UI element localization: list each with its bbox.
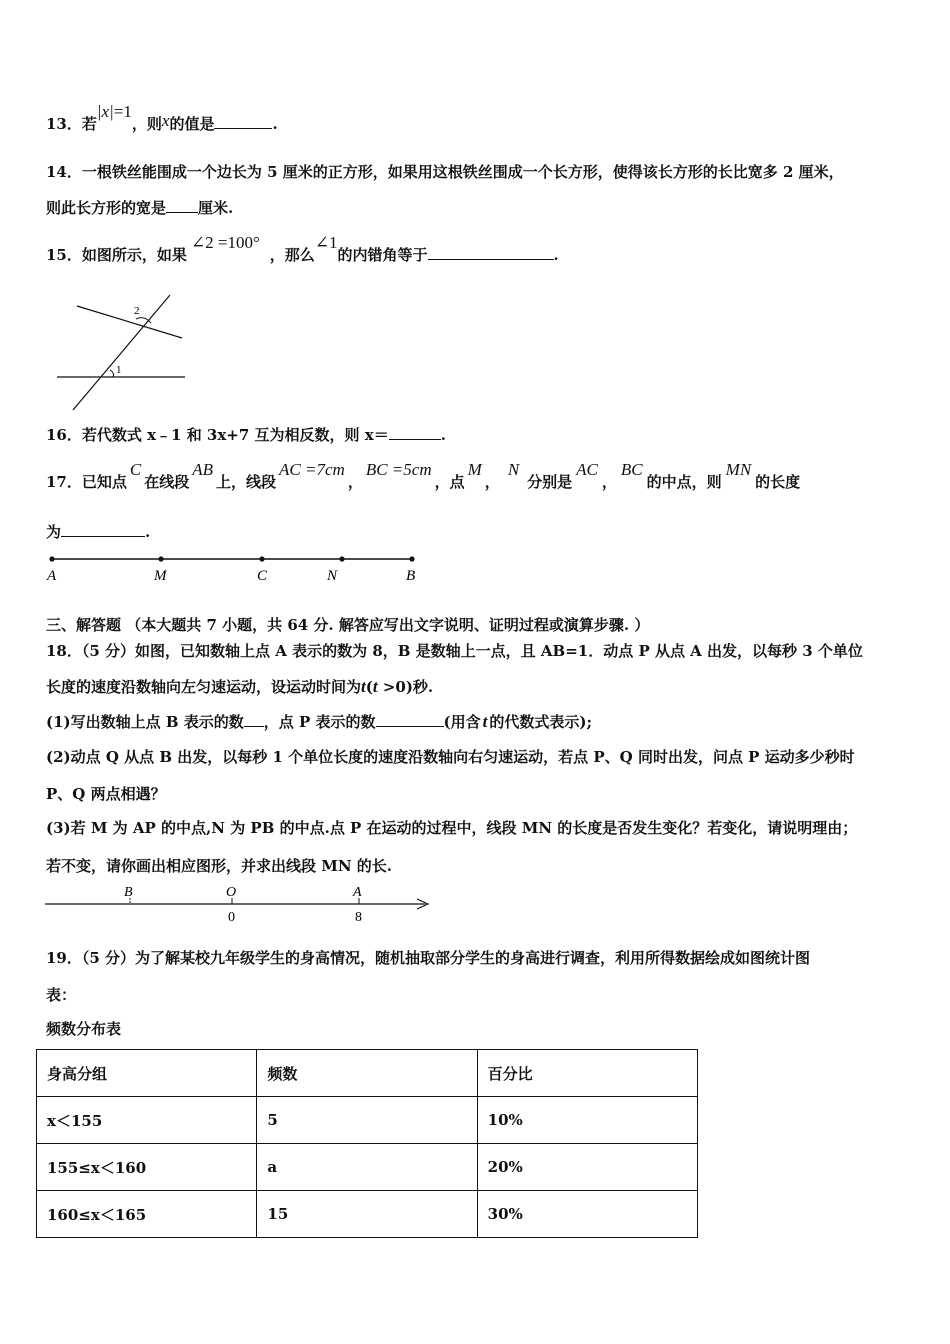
question-18-part2-line2: P、Q 两点相遇？ bbox=[46, 785, 166, 803]
q13-var: x bbox=[161, 111, 170, 130]
q17-t4: 分别是 bbox=[527, 473, 573, 491]
table-row bbox=[37, 1144, 698, 1191]
question-17-line2 bbox=[46, 522, 150, 542]
table-cell: 10% bbox=[477, 1097, 697, 1144]
q16-text: 16．若代数式 x﹣1 和 3x+7 互为相反数，则 x＝ bbox=[46, 426, 389, 444]
q18-label-zero: 0 bbox=[228, 910, 235, 925]
q13-number: 13．若 bbox=[46, 115, 97, 133]
question-19-line1: 19．（5 分）为了解某校九年级学生的身高情况，随机抽取部分学生的身高进行调查，利用所得数据绘成如图统计图 bbox=[46, 949, 811, 967]
q18-p1a: (1)写出数轴上点 B 表示的数 bbox=[46, 713, 244, 731]
q15-angle-2-arc bbox=[136, 318, 151, 323]
question-18-part3-line1: (3)若 M 为 AP 的中点,N 为 PB 的中点.点 P 在运动的过程中，线段 MN 的长度是否发生变化？若变化，请说明理由； bbox=[46, 819, 858, 837]
q18-p1b: ，点 P 表示的数 bbox=[263, 713, 376, 731]
q18-t2: t bbox=[372, 677, 378, 696]
question-19-line2: 表： bbox=[46, 986, 77, 1004]
q17-t6: 的长度 bbox=[755, 473, 801, 491]
frequency-table bbox=[36, 1049, 698, 1238]
q18-p1c: (用含 bbox=[443, 713, 481, 731]
q13-eq: =1 bbox=[113, 102, 132, 121]
table-cell: x＜155 bbox=[37, 1097, 257, 1144]
table-cell: 20% bbox=[477, 1144, 697, 1191]
q13-answer-blank[interactable] bbox=[214, 114, 272, 129]
q15-transversal bbox=[73, 295, 170, 410]
question-16 bbox=[46, 425, 446, 445]
q17-label-m: M bbox=[154, 568, 167, 584]
q18-number-line bbox=[40, 882, 440, 927]
q15-answer-blank[interactable] bbox=[428, 245, 554, 260]
q15-expr: ∠2 =100° bbox=[190, 233, 260, 252]
q18-line2b: ( bbox=[365, 678, 373, 696]
q13-tail: 的值是 bbox=[169, 115, 215, 133]
question-18-part2-line1: (2)动点 Q 从点 B 出发，以每秒 1 个单位长度的速度沿数轴向右匀速运动，若点 P、Q 同时出发，问点 P 运动多少秒时 bbox=[46, 748, 855, 766]
question-14-line1: 14．一根铁丝能围成一个边长为 5 厘米的正方形，如果用这根铁丝围成一个长方形，使得该长方形的长比宽多 2 厘米， bbox=[46, 163, 844, 181]
q17-t1: 在线段 bbox=[144, 473, 190, 491]
question-18-line2 bbox=[46, 677, 433, 697]
q15-tail: 的内错角等于 bbox=[337, 246, 428, 264]
q17-point-m bbox=[158, 556, 163, 561]
question-13 bbox=[46, 102, 278, 134]
q14-answer-blank[interactable] bbox=[166, 198, 198, 213]
q18-t: t bbox=[361, 677, 366, 696]
q18-p1-blank-b[interactable] bbox=[244, 712, 264, 727]
q17-point-a bbox=[49, 556, 54, 561]
question-15 bbox=[46, 233, 559, 265]
question-18-part1 bbox=[46, 712, 592, 732]
q18-p1d: 的代数式表示); bbox=[489, 713, 592, 731]
q17-BC: BC bbox=[620, 460, 643, 479]
q17-AC: AC bbox=[576, 460, 598, 479]
table-cell: 15 bbox=[257, 1191, 477, 1238]
section-3-heading: 三、解答题 （本大题共 7 小题，共 64 分. 解答应写出文字说明、证明过程或演算步骤. ） bbox=[46, 616, 650, 634]
q17-point-n bbox=[339, 556, 344, 561]
q16-answer-blank[interactable] bbox=[389, 425, 441, 440]
q17-answer-blank[interactable] bbox=[61, 522, 145, 537]
q17-label-a: A bbox=[47, 568, 57, 584]
q18-label-eight: 8 bbox=[355, 910, 362, 925]
header-frequency: 频数 bbox=[257, 1050, 477, 1097]
q18-label-b: B bbox=[124, 885, 133, 900]
q13-mid: ，则 bbox=[131, 115, 162, 133]
q17-point-b bbox=[409, 556, 414, 561]
q17-N: N bbox=[507, 460, 520, 479]
q17-label-c: C bbox=[257, 568, 268, 584]
q15-end: . bbox=[553, 246, 559, 264]
q17-t5: 的中点，则 bbox=[646, 473, 722, 491]
q15-angle-1-arc bbox=[110, 370, 114, 377]
q15-angle: ∠1 bbox=[314, 233, 338, 252]
q17-label-b: B bbox=[406, 568, 416, 584]
q17-AC-eq: AC =7cm bbox=[279, 460, 345, 479]
question-18-line1: 18．（5 分）如图，已知数轴上点 A 表示的数为 8，B 是数轴上一点，且 AB=1．动点 P 从点 A 出发，以每秒 3 个单位 bbox=[46, 642, 863, 660]
q18-label-o: O bbox=[226, 885, 237, 900]
q15-label-1: 1 bbox=[116, 364, 122, 376]
q13-end: . bbox=[272, 115, 278, 133]
header-height-group: 身高分组 bbox=[37, 1050, 257, 1097]
q15-label-2: 2 bbox=[134, 305, 140, 317]
q17-label-n: N bbox=[327, 568, 338, 584]
q18-p1-blank-p[interactable] bbox=[376, 712, 444, 727]
q17-point-c bbox=[259, 556, 264, 561]
q15-upper-line bbox=[77, 306, 182, 338]
question-14-line2 bbox=[46, 198, 233, 218]
q14-line2b: 厘米. bbox=[198, 199, 234, 217]
q17-t2: 上，线段 bbox=[216, 473, 277, 491]
q13-abs-x: |x| bbox=[96, 102, 114, 121]
question-17 bbox=[46, 460, 801, 492]
q17-line2: 为 bbox=[46, 523, 62, 541]
table-cell: 160≤x＜165 bbox=[37, 1191, 257, 1238]
q17-comma1: ， bbox=[347, 473, 363, 491]
q18-line2a: 长度的速度沿数轴向左匀速运动，设运动时间为 bbox=[46, 678, 362, 696]
q15-mid: ，那么 bbox=[269, 246, 315, 264]
q17-comma3: ， bbox=[601, 473, 617, 491]
q15-figure bbox=[50, 288, 200, 413]
q17-segment-figure bbox=[40, 550, 430, 590]
q17-M: M bbox=[467, 460, 482, 479]
q17-end: . bbox=[145, 523, 151, 541]
q17-BC-eq: BC =5cm bbox=[365, 460, 432, 479]
question-19-table-title: 频数分布表 bbox=[46, 1020, 122, 1038]
table-cell: 155≤x＜160 bbox=[37, 1144, 257, 1191]
q17-AB: AB bbox=[192, 460, 214, 479]
q16-end: . bbox=[440, 426, 446, 444]
table-header-row bbox=[37, 1050, 698, 1097]
q15-number: 15．如图所示，如果 bbox=[46, 246, 187, 264]
q17-C: C bbox=[129, 460, 142, 479]
q14-line2a: 则此长方形的宽是 bbox=[46, 199, 167, 217]
table-cell: 5 bbox=[257, 1097, 477, 1144]
header-percentage: 百分比 bbox=[477, 1050, 697, 1097]
question-18-part3-line2: 若不变，请你画出相应图形，并求出线段 MN 的长. bbox=[46, 857, 392, 875]
q17-number: 17．已知点 bbox=[46, 473, 127, 491]
q17-comma2: ， bbox=[484, 473, 500, 491]
table-cell: a bbox=[257, 1144, 477, 1191]
table-cell: 30% bbox=[477, 1191, 697, 1238]
q18-p1t: t bbox=[482, 712, 488, 731]
q17-t3: ，点 bbox=[434, 473, 465, 491]
table-row bbox=[37, 1191, 698, 1238]
q18-line2c: >0)秒. bbox=[377, 678, 434, 696]
q18-label-a: A bbox=[353, 885, 362, 900]
table-row bbox=[37, 1097, 698, 1144]
q17-MN: MN bbox=[725, 460, 752, 479]
